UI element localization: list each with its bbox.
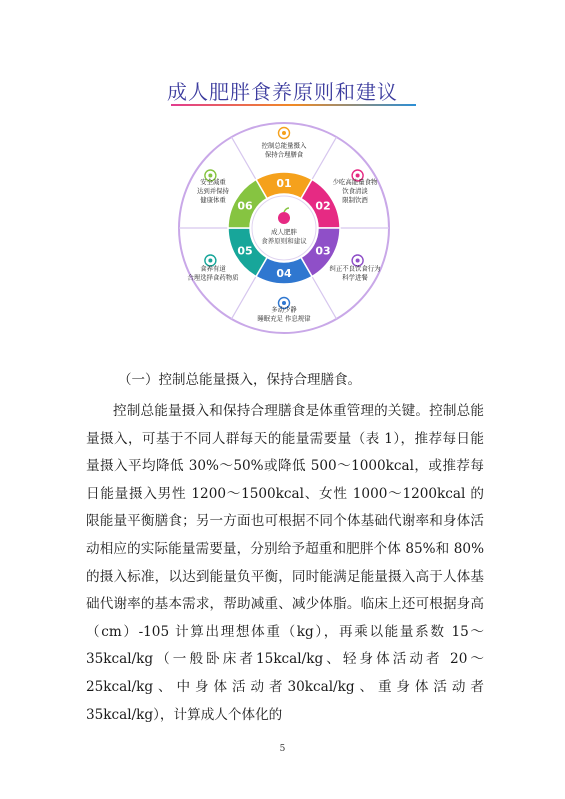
segment-number-04: 04 [276,267,292,280]
segment-label: 饮食清淡 [342,187,368,195]
segment-number-06: 06 [237,199,253,213]
hub-label: 成人肥胖 [271,228,297,236]
segment-label: 多动少静 [271,305,297,314]
segment-number-02: 02 [315,199,331,213]
segment-number-03: 03 [315,244,331,258]
segment-label: 食养有道 [200,264,226,273]
page-title: 成人肥胖食养原则和建议 [167,80,398,104]
segment-label: 健康体重 [200,196,226,204]
diet-principles-wheel [174,118,394,338]
segment-label: 纠正不良饮食行为 [329,264,381,273]
segment-label: 限制饮酒 [342,196,368,204]
segment-label: 睡眠充足 作息规律 [257,314,311,323]
segment-label: 达到并保持 [197,187,229,195]
page-number: 5 [279,744,286,754]
segment-label: 合理选择食药物质 [187,273,239,282]
segment-number-01: 01 [276,177,292,190]
hub-label: 食养原则和建议 [261,237,307,245]
body-paragraph: 控制总能量摄入和保持合理膳食是体重管理的关键。控制总能量摄入，可基于不同人群每天的能量需要量（表 1），推荐每日能量摄入平均降低 30%～50%或降低 500～1000kcal，或推荐每日能量摄入男性 1200～1500kcal、女性 1000～1200kcal 的限能量平衡膳食；另一方面也可根据不同个体基础代谢率和身体活动相应的实际能量需要量，分别给予超重和肥胖个体 85%和 80%的摄入标准，以达到能量负平衡，同时能满足能量摄入高于人体基础代谢率的基本需求，帮助减重、减少体脂。临床上还可根据身高（cm）-105 计算出理想体重（kg），再乘以能量系数 15～35kcal/kg（一般卧床者15kcal/kg、轻身体活动者 20～25kcal/kg、中身体活动者30kcal/kg、重身体活动者 35kcal/kg），计算成人个体化的 [86,403,484,723]
segment-label: 少吃高能量食物 [332,178,378,186]
segment-number-05: 05 [237,244,253,258]
segment-label: 控制总能量摄入 [261,141,307,150]
segment-label: 安全减重 [200,178,226,186]
segment-label: 保持合理膳食 [264,150,304,159]
title-underline [171,104,416,106]
segment-label: 科学进餐 [342,273,368,282]
section-subheading: （一）控制总能量摄入，保持合理膳食。 [118,372,361,388]
